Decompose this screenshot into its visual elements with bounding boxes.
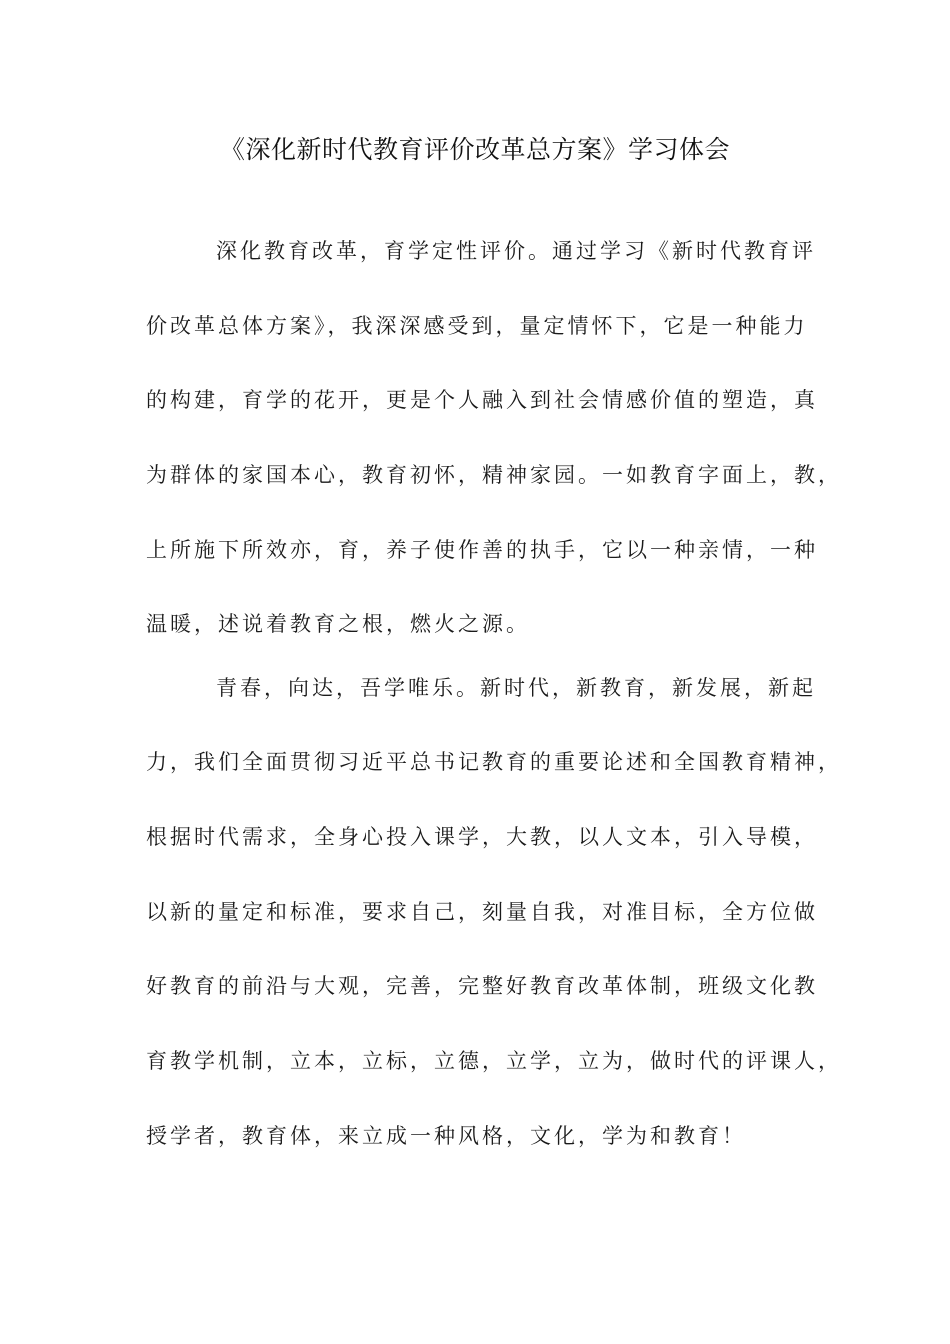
paragraph-line: 育教学机制，立本，立标，立德，立学，立为，做时代的评课人，	[146, 1049, 842, 1073]
paragraph-line: 为群体的家国本心，教育初怀，精神家园。一如教育字面上，教，	[146, 463, 842, 487]
paragraph-line: 深化教育改革，育学定性评价。通过学习《新时代教育评	[216, 239, 816, 263]
paragraph-line: 价改革总体方案》，我深深感受到，量定情怀下，它是一种能力	[146, 314, 808, 338]
paragraph-line: 青春，向达，吾学唯乐。新时代，新教育，新发展，新起	[216, 676, 816, 700]
document-title: 《深化新时代教育评价改革总方案》学习体会	[219, 135, 730, 164]
paragraph-line: 温暖，述说着教育之根，燃火之源。	[146, 612, 530, 636]
paragraph-line: 根据时代需求，全身心投入课学，大教，以人文本，引入导模，	[146, 825, 818, 849]
paragraph-line: 授学者，教育体，来立成一种风格，文化，学为和教育！	[146, 1124, 746, 1148]
paragraph-line: 的构建，育学的花开，更是个人融入到社会情感价值的塑造，真	[146, 388, 818, 412]
paragraph-line: 好教育的前沿与大观，完善，完整好教育改革体制，班级文化教	[146, 974, 818, 998]
paragraph-line: 力，我们全面贯彻习近平总书记教育的重要论述和全国教育精神，	[146, 750, 842, 774]
paragraph-line: 以新的量定和标准，要求自己，刻量自我，对准目标，全方位做	[146, 900, 818, 924]
paragraph-line: 上所施下所效亦，育，养子使作善的执手，它以一种亲情，一种	[146, 538, 818, 562]
